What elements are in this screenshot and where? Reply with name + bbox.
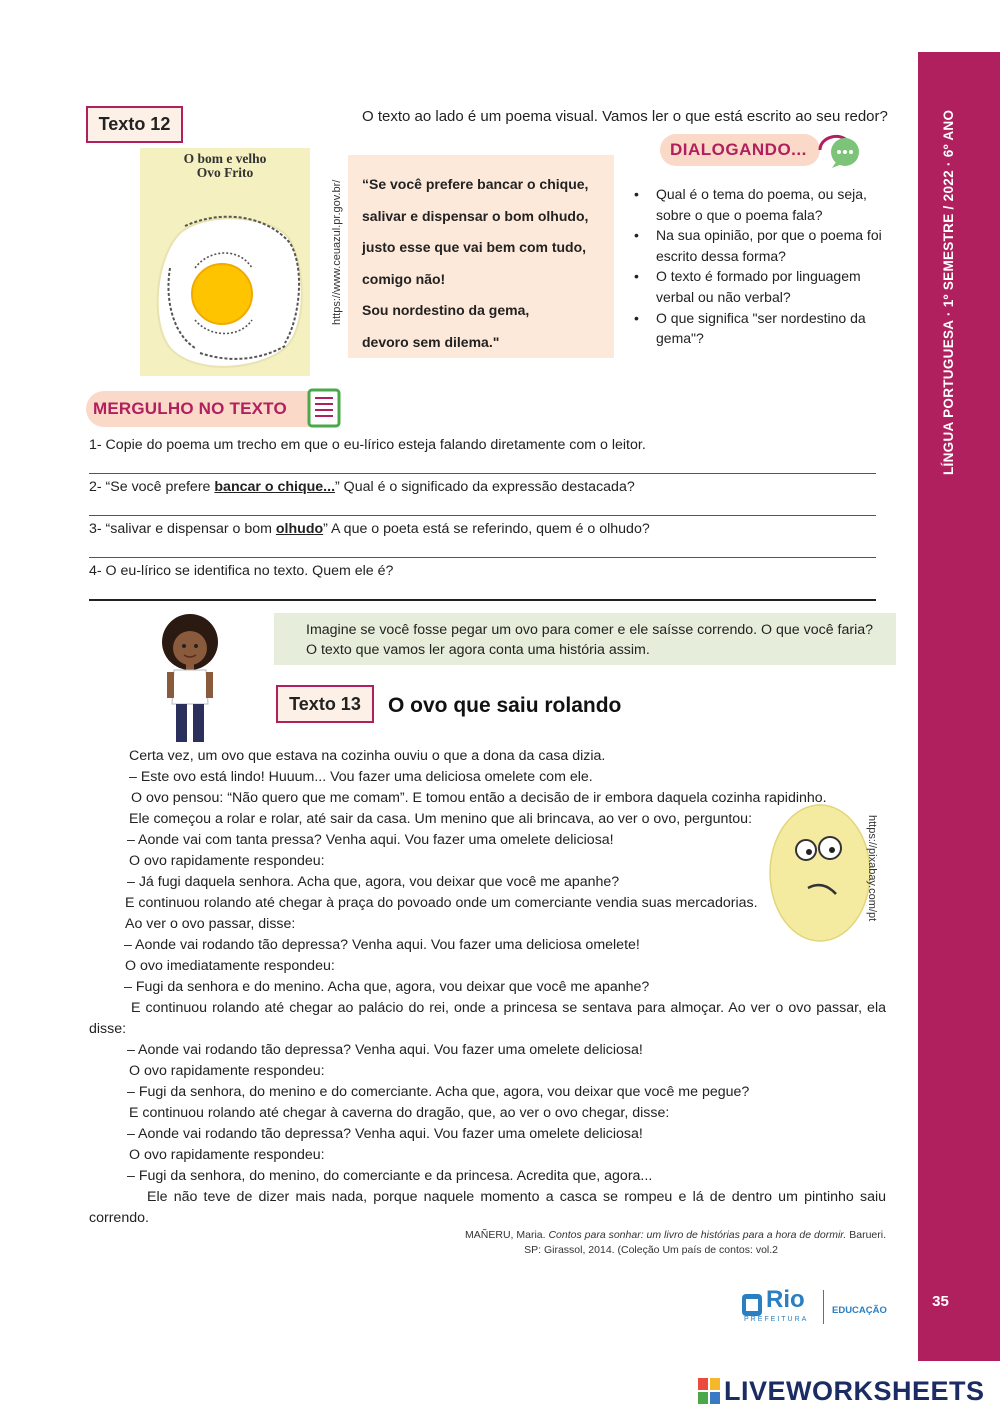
logo-divider [823,1290,824,1324]
texto13-title: O ovo que saiu rolando [388,694,622,717]
sidebar-title: LÍNGUA PORTUGUESA · 1º SEMESTRE / 2022 · 6º ANO [941,109,956,475]
story-line: O ovo rapidamente respondeu: [129,1147,325,1163]
answer-line-2[interactable] [89,515,876,516]
texto12-label: Texto 12 [86,106,183,143]
page-number: 35 [932,1293,949,1310]
story-line: – Aonde vai rodando tão depressa? Venha aqui. Vou fazer uma omelete deliciosa! [127,1126,643,1142]
story-line: – Aonde vai rodando tão depressa? Venha aqui. Vou fazer uma omelete deliciosa! [127,1042,643,1058]
texto12-source: https://www.ceuazul.pr.gov.br/ [331,179,343,325]
citation-line-2: SP: Girassol, 2014. (Coleção Um país de contos: vol.2 [524,1244,778,1256]
question-2-highlight: bancar o chique... [214,479,336,495]
liveworksheets-brand: LIVEWORKSHEETS [724,1375,985,1406]
story-line: E continuou rolando até chegar à praça do povoado onde um comerciante vendia suas mercadorias. [125,895,758,911]
image-title-line2: Ovo Frito [196,165,254,180]
notebook-icon [305,386,343,430]
answer-line-4[interactable] [89,599,876,601]
question-2-pre: 2- “Se você prefere [89,479,215,495]
question-4: 4- O eu-lírico se identifica no texto. Quem ele é? [89,563,394,579]
citation-place: Barueri. [846,1229,886,1241]
dialogando-question: • O texto é formado por linguagem verbal ou não verbal? [634,266,884,307]
story-line: Ele não teve de dizer mais nada, porque naquele momento a casca se rompeu e lá de dentro um pintinho saiu [147,1189,886,1205]
story-line: Ele começou a rolar e rolar, até sair da casa. Um menino que ali brincava, ao ver o ovo, perguntou: [129,811,753,827]
story-line: O ovo imediatamente respondeu: [125,958,335,974]
poem-line: salivar e dispensar o bom olhudo, [362,207,589,224]
dialogando-questions [634,184,884,349]
story-line: – Fugi da senhora, do menino, do comerciante e da princesa. Acredita que, agora... [127,1168,653,1184]
dialogando-question: • O que significa "ser nordestino da gema"? [634,308,884,349]
side-bar [918,52,1000,1361]
logo-educacao-text: EDUCAÇÃO [832,1305,887,1316]
story-line: – Aonde vai com tanta pressa? Venha aqui. Vou fazer uma omelete deliciosa! [127,832,614,848]
citation-title: Contos para sonhar: um livro de histórias para a hora de dormir. [548,1229,847,1241]
liveworksheets-logo-icon [698,1378,720,1404]
texto13-label: Texto 13 [276,685,374,723]
question-2 [89,479,635,495]
story-line: correndo. [89,1210,149,1226]
poem-line: justo esse que vai bem com tudo, [362,239,587,255]
dialogando-question: • Na sua opinião, por que o poema foi escrito dessa forma? [634,225,884,266]
story-line: – Este ovo está lindo! Huuum... Vou fazer uma deliciosa omelete com ele. [129,769,593,785]
story-line: O ovo rapidamente respondeu: [129,1063,325,1079]
logo-prefeitura-text: PREFEITURA [744,1316,809,1323]
poem-line: “Se você prefere bancar o chique, [362,176,589,192]
poem-box [348,155,614,358]
question-1: 1- Copie do poema um trecho em que o eu-lírico esteja falando diretamente com o leitor. [89,437,646,453]
logo-rio-text: Rio [766,1286,805,1313]
citation-author: MAÑERU, Maria. [465,1229,549,1241]
story-line: O ovo rapidamente respondeu: [129,853,325,869]
story-line: Ao ver o ovo passar, disse: [125,916,296,932]
egg-source: https://pixabay.com/pt [866,815,878,922]
story-line: – Fugi da senhora, do menino e do comerciante. Acha que, agora, vou deixar que você me pegue? [127,1084,750,1100]
poem-line: devoro sem dilema." [362,333,500,350]
question-3-pre: 3- “salivar e dispensar o bom [89,521,276,537]
mergulho-label: MERGULHO NO TEXTO [93,399,287,418]
student-illustration [150,612,230,747]
story-citation [446,1228,886,1258]
mergulho-badge [86,391,326,427]
story-text [89,746,886,1229]
story-line: O ovo pensou: “Não quero que me comam”. E tomou então a decisão de ir embora daquela cozinha rapidinho. [131,790,827,806]
speech-bubble-icon [812,128,862,170]
story-line: – Aonde vai rodando tão depressa? Venha aqui. Vou fazer uma deliciosa omelete! [124,937,640,953]
dialogando-badge [660,134,820,166]
question-2-post: ” Qual é o significado da expressão destacada? [335,479,635,495]
poem-line: Sou nordestino da gema, [362,302,530,318]
fried-egg-icon [140,148,310,376]
story-line: disse: [89,1021,127,1037]
question-3-post: ” A que o poeta está se referindo, quem é o olhudo? [323,521,650,537]
answer-line-3[interactable] [89,557,876,558]
imagine-line-2: O texto que vamos ler agora conta uma história assim. [306,642,650,658]
story-line: E continuou rolando até chegar à caverna do dragão, que, ao ver o ovo chegar, disse: [129,1105,670,1121]
imagine-line-1: Imagine se você fosse pegar um ovo para comer e ele saísse correndo. O que você faria? [306,622,874,638]
imagine-box [274,613,896,665]
fried-egg-poem-image [140,148,310,376]
poem-line: comigo não! [362,270,446,287]
worried-egg-illustration [768,788,873,948]
story-line: – Fugi da senhora e do menino. Acha que, agora, vou deixar que você me apanhe? [124,979,650,995]
dialogando-label: DIALOGANDO... [670,140,807,159]
question-3-highlight: olhudo [275,521,324,537]
story-line: – Já fugi daquela senhora. Acha que, agora, vou deixar que você me apanhe? [127,874,620,890]
question-3 [89,521,650,537]
story-line: Certa vez, um ovo que estava na cozinha ouviu o que a dona da casa dizia. [129,748,606,764]
story-line: E continuou rolando até chegar ao palácio do rei, onde a princesa se sentava para almoçar. Ao ver o ovo passar, ela [131,1000,886,1016]
dialogando-question: • Qual é o tema do poema, ou seja, sobre o que o poema fala? [634,184,884,225]
image-title-line1: O bom e velho [183,151,267,166]
texto12-intro: O texto ao lado é um poema visual. Vamos ler o que está escrito ao seu redor? [362,108,888,125]
liveworksheets-footer[interactable] [698,1376,985,1406]
answer-line-1[interactable] [89,473,876,474]
